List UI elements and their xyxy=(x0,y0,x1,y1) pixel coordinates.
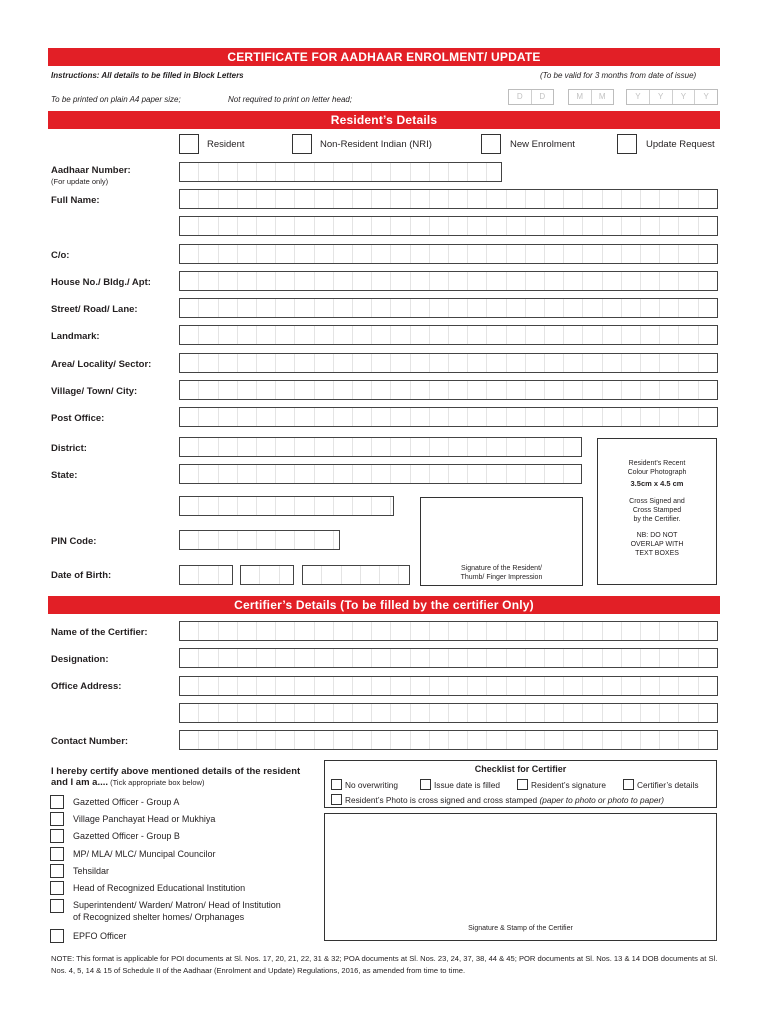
instructions-prefix: Instructions: xyxy=(51,71,100,80)
nri-label: Non-Resident Indian (NRI) xyxy=(320,139,432,150)
village-field[interactable] xyxy=(179,380,718,400)
nri-checkbox[interactable] xyxy=(292,134,312,154)
care-of-field[interactable] xyxy=(179,244,718,264)
dob-month-field[interactable] xyxy=(240,565,294,585)
resident-checkbox[interactable] xyxy=(179,134,199,154)
educational-head-checkbox[interactable] xyxy=(50,881,64,895)
full-name-label: Full Name: xyxy=(51,195,100,206)
extra-field[interactable] xyxy=(179,496,394,516)
day-digit: D xyxy=(509,90,532,104)
dob-year-field[interactable] xyxy=(302,565,410,585)
issue-date-checkbox[interactable] xyxy=(420,779,431,790)
village-label: Village/ Town/ City: xyxy=(51,386,138,397)
landmark-label: Landmark: xyxy=(51,331,100,342)
day-digit: D xyxy=(539,92,546,101)
letterhead-note: Not required to print on letter head; xyxy=(228,95,353,104)
resident-signature-label: Resident’s signature xyxy=(531,780,607,790)
certifier-stamp-caption: Signature & Stamp of the Certifier xyxy=(468,925,573,932)
aadhaar-number-sublabel: (For update only) xyxy=(51,177,109,186)
new-enrolment-checkbox[interactable] xyxy=(481,134,501,154)
certifier-details-heading: Certifier’s Details (To be filled by the certifier Only) xyxy=(48,596,720,614)
post-office-label: Post Office: xyxy=(51,413,105,424)
office-address-field-line2[interactable] xyxy=(179,703,718,723)
contact-number-label: Contact Number: xyxy=(51,736,129,747)
superintendent-checkbox[interactable] xyxy=(50,899,64,913)
mp-mla-label: MP/ MLA/ MLC/ Muncipal Councilor xyxy=(73,849,216,859)
mp-mla-checkbox[interactable] xyxy=(50,847,64,861)
designation-field[interactable] xyxy=(179,648,718,668)
no-overwriting-checkbox[interactable] xyxy=(331,779,342,790)
house-field[interactable] xyxy=(179,271,718,291)
issue-date-day[interactable] xyxy=(508,89,554,105)
contact-number-field[interactable] xyxy=(179,730,718,750)
footer-note: NOTE: This format is applicable for POI documents at Sl. Nos. 17, 20, 21, 22, 31 & 32; POA documents at Sl. Nos. 23, 24, 37, 38, 44 & 45; POR documents at Sl. Nos. 13 & 14 DOB documents at Sl. Nos. 4, 5, 14 & 15 of Schedule II of the Aadhaar (Enrolment and Update) Regulations, 2016, as amended from time to time. xyxy=(51,954,718,975)
photo-line1: Resident’s Recent xyxy=(628,460,686,467)
panchayat-head-label: Village Panchayat Head or Mukhiya xyxy=(73,814,216,824)
issue-date-month[interactable] xyxy=(568,89,614,105)
certifier-details-checkbox[interactable] xyxy=(623,779,634,790)
photo-cross-signed-label xyxy=(345,795,664,805)
post-office-field[interactable] xyxy=(179,407,718,427)
gazetted-b-checkbox[interactable] xyxy=(50,829,64,843)
photo-line2: Colour Photograph xyxy=(627,469,687,476)
tehsildar-label: Tehsildar xyxy=(73,866,110,876)
gazetted-b-label: Gazetted Officer - Group B xyxy=(73,831,180,841)
office-address-field[interactable] xyxy=(179,676,718,696)
street-field[interactable] xyxy=(179,298,718,318)
photo-size: 3.5cm x 4.5 cm xyxy=(630,479,684,488)
state-label: State: xyxy=(51,470,78,481)
issue-date-label: Issue date is filled xyxy=(434,780,500,790)
care-of-label: C/o: xyxy=(51,250,70,261)
certify-line2 xyxy=(51,777,204,788)
district-label: District: xyxy=(51,443,87,454)
dob-day-field[interactable] xyxy=(179,565,233,585)
superintendent-label-line1: Superintendent/ Warden/ Matron/ Head of Institution xyxy=(73,900,281,910)
no-overwriting-label: No overwriting xyxy=(345,780,399,790)
resident-label: Resident xyxy=(207,139,245,150)
new-enrolment-label: New Enrolment xyxy=(510,139,575,150)
photo-cross-signed-text: Resident’s Photo is cross signed and cross stamped xyxy=(345,795,538,805)
instructions-line xyxy=(51,71,244,80)
gazetted-a-label: Gazetted Officer - Group A xyxy=(73,797,180,807)
year-digit: Y xyxy=(650,90,673,104)
tehsildar-checkbox[interactable] xyxy=(50,864,64,878)
form-title: CERTIFICATE FOR AADHAAR ENROLMENT/ UPDATE xyxy=(48,48,720,66)
area-label: Area/ Locality/ Sector: xyxy=(51,359,152,370)
update-request-checkbox[interactable] xyxy=(617,134,637,154)
pin-code-field[interactable] xyxy=(179,530,340,550)
panchayat-head-checkbox[interactable] xyxy=(50,812,64,826)
certify-iam: and I am a.... xyxy=(51,777,109,788)
residents-details-heading: Resident’s Details xyxy=(48,111,720,129)
house-label: House No./ Bldg./ Apt: xyxy=(51,277,151,288)
signature-caption-line1: Signature of the Resident/ xyxy=(461,565,542,572)
gazetted-a-checkbox[interactable] xyxy=(50,795,64,809)
certify-line1: I hereby certify above mentioned details of the resident xyxy=(51,766,301,777)
district-field[interactable] xyxy=(179,437,582,457)
aadhaar-number-field[interactable] xyxy=(179,162,502,182)
year-digit: Y xyxy=(703,92,709,101)
year-digit: Y xyxy=(673,90,696,104)
month-digit: M xyxy=(569,90,592,104)
resident-signature-caption xyxy=(420,564,583,582)
epfo-officer-checkbox[interactable] xyxy=(50,929,64,943)
update-request-label: Update Request xyxy=(646,139,715,150)
photo-line5: Cross Stamped xyxy=(632,507,682,514)
month-digit: M xyxy=(598,92,606,101)
pin-code-label: PIN Code: xyxy=(51,536,97,547)
checklist-title: Checklist for Certifier xyxy=(474,764,567,774)
photo-line4: Cross Signed and xyxy=(629,498,685,505)
validity-note: (To be valid for 3 months from date of issue) xyxy=(540,71,697,80)
aadhaar-number-label: Aadhaar Number: xyxy=(51,165,131,176)
certifier-details-label: Certifier’s details xyxy=(637,780,699,790)
paper-note: To be printed on plain A4 paper size; xyxy=(51,95,181,104)
educational-head-label: Head of Recognized Educational Institution xyxy=(73,883,246,893)
photo-line8: OVERLAP WITH xyxy=(630,541,684,548)
superintendent-label xyxy=(73,899,281,923)
area-field[interactable] xyxy=(179,353,718,373)
state-field[interactable] xyxy=(179,464,582,484)
photo-cross-signed-note: (paper to photo or photo to paper) xyxy=(537,795,665,805)
certifier-stamp-box[interactable] xyxy=(324,813,717,941)
certifier-name-field[interactable] xyxy=(179,621,718,641)
landmark-field[interactable] xyxy=(179,325,718,345)
designation-label: Designation: xyxy=(51,654,109,665)
photo-cross-signed-checkbox[interactable] xyxy=(331,794,342,805)
certifier-name-label: Name of the Certifier: xyxy=(51,627,148,638)
street-label: Street/ Road/ Lane: xyxy=(51,304,138,315)
full-name-field-line2[interactable] xyxy=(179,216,718,236)
photo-line9: TEXT BOXES xyxy=(635,550,679,557)
issue-date-year[interactable] xyxy=(626,89,718,105)
epfo-officer-label: EPFO Officer xyxy=(73,931,127,941)
office-address-label: Office Address: xyxy=(51,681,122,692)
photo-box[interactable] xyxy=(597,438,717,585)
certify-hint: (Tick appropriate box below) xyxy=(108,778,205,787)
date-of-birth-label: Date of Birth: xyxy=(51,570,112,581)
resident-signature-checkbox[interactable] xyxy=(517,779,528,790)
superintendent-label-line2: of Recognized shelter homes/ Orphanages xyxy=(73,912,245,922)
instructions-text: All details to be filled in Block Letters xyxy=(99,71,244,80)
year-digit: Y xyxy=(627,90,650,104)
signature-caption-line2: Thumb/ Finger Impression xyxy=(460,574,543,581)
photo-line6: by the Certifier. xyxy=(633,516,681,523)
photo-nb: NB: DO NOT xyxy=(636,532,678,539)
full-name-field[interactable] xyxy=(179,189,718,209)
